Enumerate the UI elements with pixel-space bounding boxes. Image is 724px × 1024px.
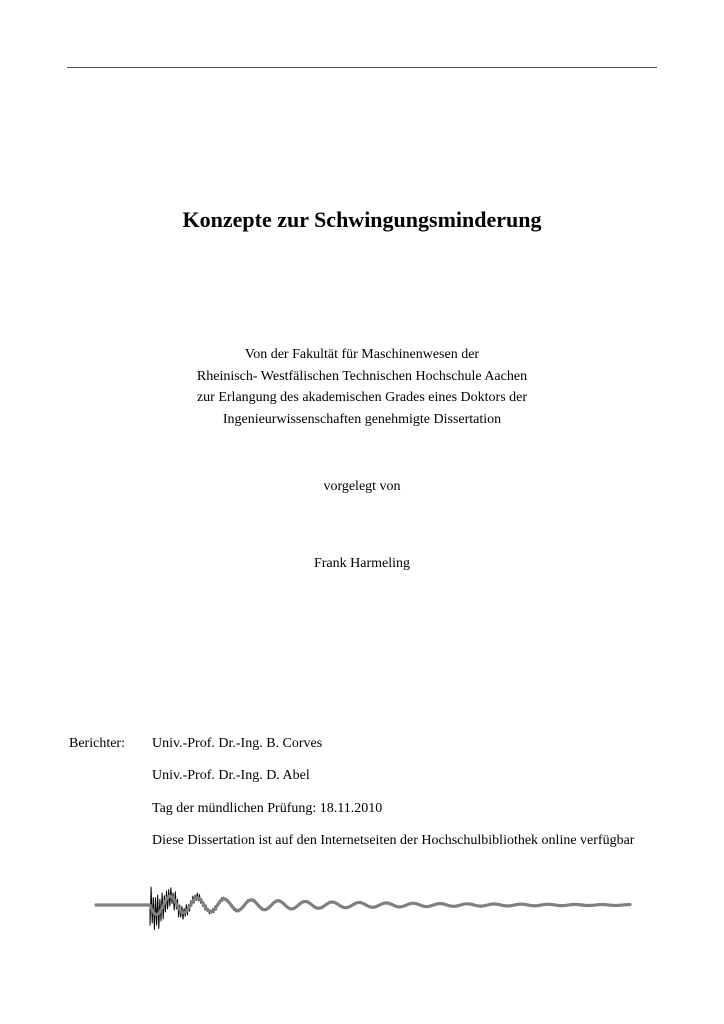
referees-label: Berichter: (69, 736, 125, 751)
vibration-decay-graphic (0, 862, 724, 942)
referee-1: Univ.-Prof. Dr.-Ing. B. Corves (152, 736, 323, 751)
faculty-line-3: zur Erlangung des akademischen Grades eines Doktors der (196, 390, 528, 405)
exam-date: Tag der mündlichen Prüfung: 18.11.2010 (152, 801, 383, 816)
author-name: Frank Harmeling (313, 556, 411, 571)
faculty-line-1: Von der Fakultät für Maschinenwesen der (244, 347, 480, 362)
top-rule (67, 67, 657, 68)
presented-by-label: vorgelegt von (323, 479, 401, 494)
referee-2: Univ.-Prof. Dr.-Ing. D. Abel (152, 768, 310, 783)
availability-note: Diese Dissertation ist auf den Internetseiten der Hochschulbibliothek online verfügbar (152, 833, 635, 848)
faculty-statement (0, 344, 724, 430)
dissertation-title: Konzepte zur Schwingungsminderung (182, 207, 542, 232)
faculty-line-4: Ingenieurwissenschaften genehmigte Dissertation (222, 411, 502, 427)
faculty-line-2: Rheinisch- Westfälischen Technischen Hochschule Aachen (196, 368, 528, 384)
